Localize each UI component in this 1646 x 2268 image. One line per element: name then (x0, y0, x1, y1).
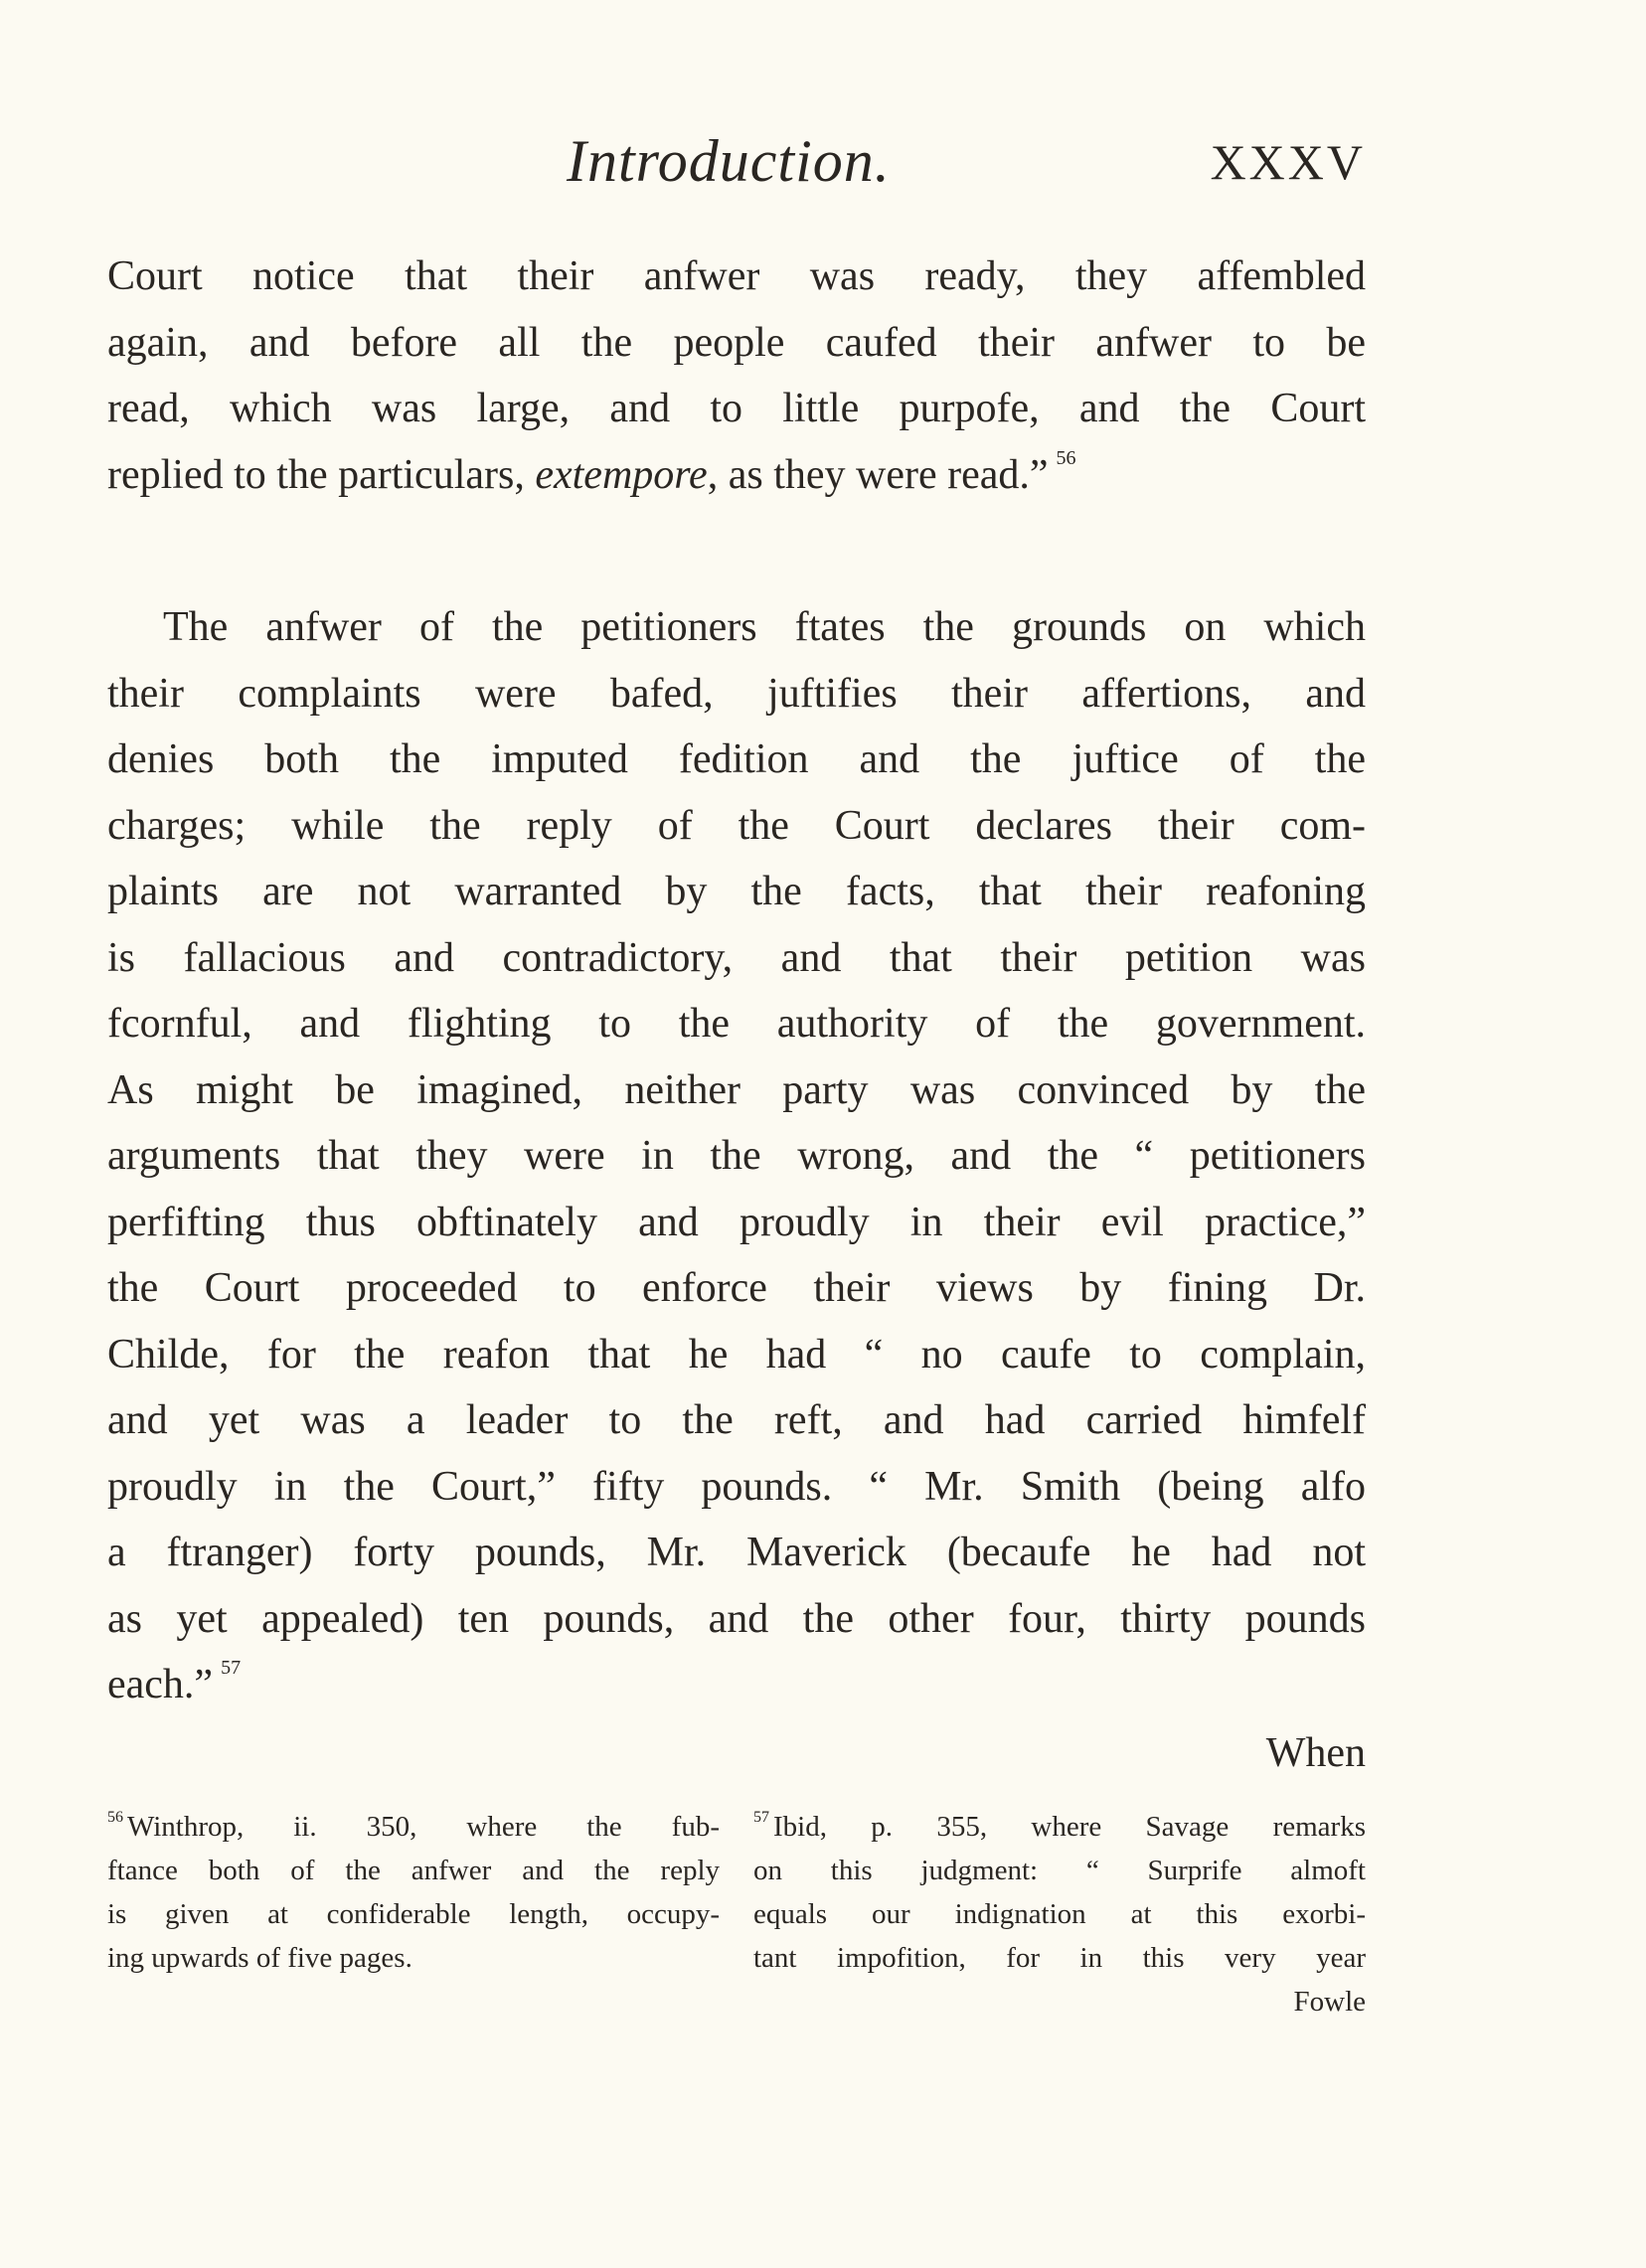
text-line: the Court proceeded to enforce their views by fining Dr. (107, 1265, 1366, 1311)
text-line: charges; while the reply of the Court declares their com- (107, 802, 1366, 849)
text-line: their complaints were bafed, juftifies their affertions, and (107, 670, 1366, 717)
footnote-catchword: Fowle (1293, 1986, 1366, 2018)
footnote-ref-56: 56 (1056, 446, 1076, 469)
text-line: plaints are not warranted by the facts, that their reafoning (107, 869, 1366, 914)
text-line: perfifting thus obftinately and proudly in their evil practice,” (107, 1199, 1366, 1245)
footnote-line (753, 1805, 1366, 1849)
footnote-line: on this judgment: “ Surprife almoft (753, 1855, 1366, 1886)
text-line: as yet appealed) ten pounds, and the other four, thirty pounds (107, 1595, 1366, 1642)
footnote-line: ftance both of the anfwer and the reply (107, 1855, 720, 1886)
footnote-line (107, 1805, 720, 1849)
page-header (107, 127, 1366, 207)
text-line: arguments that they were in the wrong, and the “ petitioners (107, 1133, 1366, 1179)
text-line: is fallacious and contradictory, and that their petition was (107, 934, 1366, 981)
footnote-line: ing upwards of five pages. (107, 1942, 412, 1974)
text-line: a ftranger) forty pounds, Mr. Maverick (becaufe he had not (107, 1530, 1366, 1575)
footnote-56 (107, 1805, 720, 1980)
paragraph-1 (107, 243, 1366, 508)
text-line: denies both the imputed fedition and the juftice of the (107, 736, 1366, 782)
footnote-line: equals our indignation at this exorbi- (753, 1898, 1366, 1930)
page-number: XXXV (1210, 134, 1366, 190)
text-line: fcornful, and flighting to the authority of the government. (107, 1001, 1366, 1047)
text-fragment: , as they were read.” (707, 451, 1049, 498)
catchword: When (1265, 1730, 1366, 1776)
paragraph-2 (107, 594, 1366, 1718)
text-line: Court notice that their anfwer was ready, they affembled (107, 253, 1366, 299)
text-fragment: Ibid, p. 355, where Savage remarks (773, 1811, 1366, 1843)
text-line: proudly in the Court,” fifty pounds. “ Mr. Smith (being alfo (107, 1463, 1366, 1510)
text-line (107, 442, 1366, 509)
footnote-number: 57 (753, 1809, 769, 1826)
footnote-line: is given at confiderable length, occupy- (107, 1898, 720, 1930)
text-line: Childe, for the reafon that he had “ no caufe to complain, (107, 1331, 1366, 1377)
italic-word: extempore (535, 451, 708, 498)
footnote-57 (753, 1805, 1366, 2024)
text-line: As might be imagined, neither party was convinced by the (107, 1066, 1366, 1113)
text-line: read, which was large, and to little purpofe, and the Court (107, 386, 1366, 431)
footnotes (107, 1805, 1366, 2053)
footnote-number: 56 (107, 1809, 123, 1826)
text-line: and yet was a leader to the reft, and had carried himfelf (107, 1397, 1366, 1443)
text-line: again, and before all the people caufed their anfwer to be (107, 319, 1366, 366)
footnote-ref-57: 57 (221, 1657, 242, 1679)
text-line: The anfwer of the petitioners ftates the grounds on which (163, 604, 1366, 650)
text-fragment: Winthrop, ii. 350, where the fub- (127, 1811, 720, 1843)
running-title: Introduction. (567, 128, 891, 194)
text-line (107, 1652, 1366, 1718)
text-fragment: replied to the particulars, (107, 451, 536, 498)
text-fragment: each.” (107, 1662, 214, 1707)
footnote-line: tant impofition, for in this very year (753, 1942, 1366, 1974)
